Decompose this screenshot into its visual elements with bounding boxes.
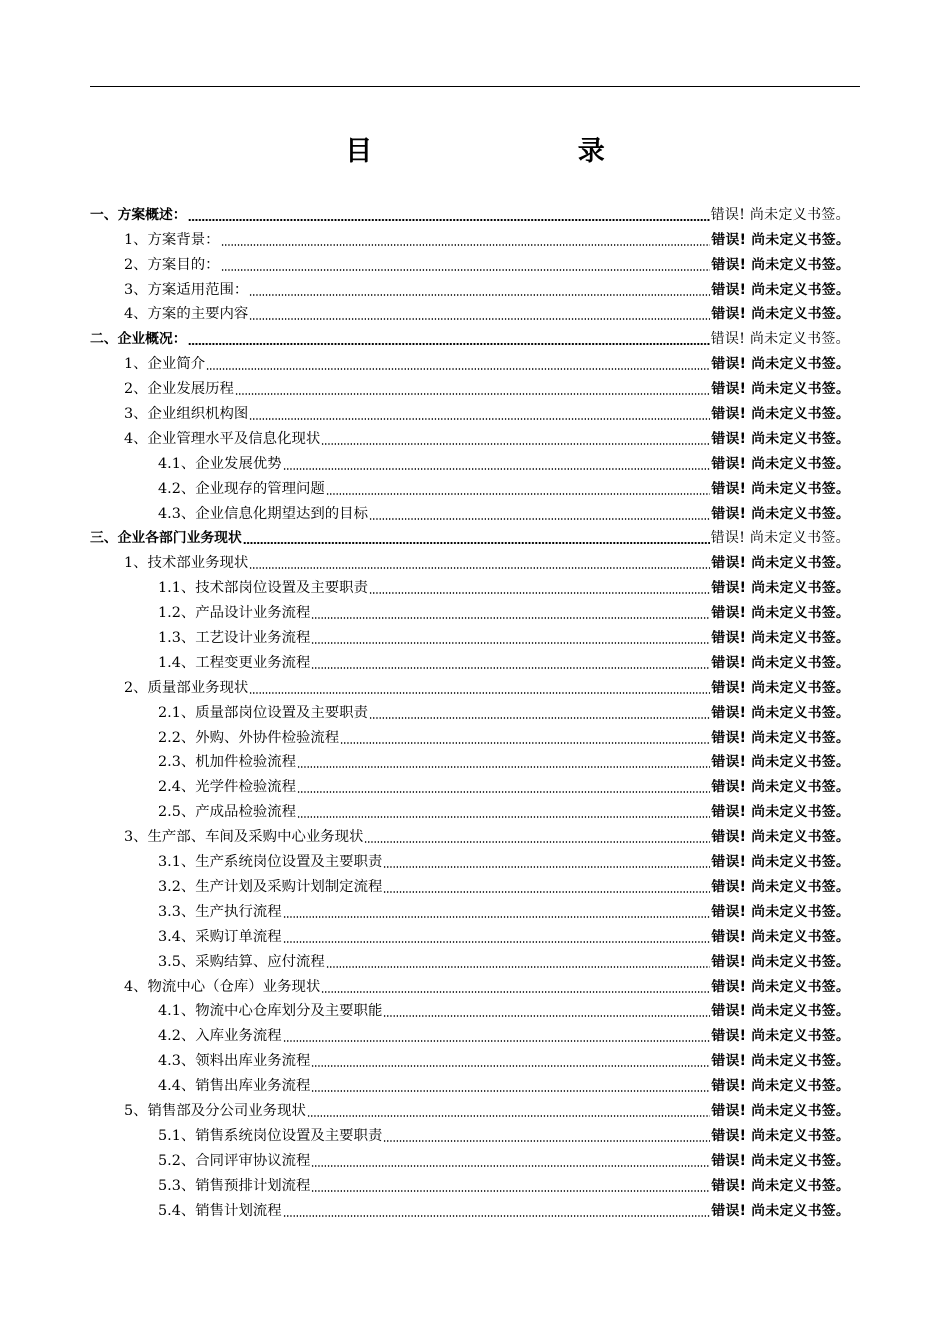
toc-entry[interactable] — [90, 772, 850, 797]
toc-entry[interactable] — [90, 997, 850, 1022]
toc-entry[interactable] — [90, 748, 850, 773]
toc-entry-text: 1.3、工艺设计业务流程 — [158, 630, 311, 647]
dot-leader — [369, 518, 710, 520]
toc-entry[interactable] — [90, 399, 850, 424]
toc-entry[interactable] — [90, 474, 850, 499]
toc-page-ref: 错误! 尚未定义书签。 — [710, 206, 850, 223]
toc-entry-text: 2.3、机加件检验流程 — [158, 754, 297, 771]
toc-entry[interactable] — [90, 723, 850, 748]
table-of-contents — [90, 200, 850, 1221]
toc-entry[interactable] — [90, 1121, 850, 1146]
toc-entry-text: 3.4、采购订单流程 — [158, 928, 282, 945]
toc-entry[interactable] — [90, 872, 850, 897]
toc-entry-text: 4、物流中心（仓库）业务现状 — [124, 978, 321, 995]
toc-page-ref: 错误! 尚未定义书签。 — [711, 654, 850, 671]
toc-entry[interactable] — [90, 673, 850, 698]
toc-page-ref: 错误! 尚未定义书签。 — [711, 381, 850, 398]
toc-page-ref: 错误! 尚未定义书签。 — [711, 729, 850, 746]
toc-page-ref: 错误! 尚未定义书签。 — [711, 555, 850, 572]
dot-leader — [383, 866, 710, 868]
toc-entry-text: 5、销售部及分公司业务现状 — [124, 1102, 306, 1119]
toc-entry[interactable] — [90, 524, 850, 549]
toc-entry[interactable] — [90, 548, 850, 573]
toc-entry[interactable] — [90, 648, 850, 673]
dot-leader — [383, 1140, 710, 1142]
toc-page-ref: 错误! 尚未定义书签。 — [711, 754, 850, 771]
dot-leader — [283, 468, 711, 470]
toc-page-ref: 错误! 尚未定义书签。 — [711, 804, 850, 821]
dot-leader — [340, 742, 710, 744]
toc-page-ref: 错误! 尚未定义书签。 — [711, 455, 850, 472]
toc-page-ref: 错误! 尚未定义书签。 — [711, 1152, 850, 1169]
toc-entry[interactable] — [90, 573, 850, 598]
toc-entry[interactable] — [90, 349, 850, 374]
toc-entry[interactable] — [90, 1096, 850, 1121]
toc-entry[interactable] — [90, 797, 850, 822]
toc-page-ref: 错误! 尚未定义书签。 — [711, 1053, 850, 1070]
toc-entry-text: 4.4、销售出库业务流程 — [158, 1078, 311, 1095]
dot-leader — [297, 816, 710, 818]
dot-leader — [188, 343, 710, 345]
toc-entry[interactable] — [90, 822, 850, 847]
toc-entry-text: 5.4、销售计划流程 — [158, 1202, 282, 1219]
toc-entry-text: 二、企业概况： — [90, 331, 187, 348]
dot-leader — [249, 418, 710, 420]
toc-entry-text: 2、方案目的： — [124, 256, 220, 273]
toc-entry[interactable] — [90, 1021, 850, 1046]
toc-page-ref: 错误! 尚未定义书签。 — [711, 1028, 850, 1045]
toc-page-ref: 错误! 尚未定义书签。 — [711, 281, 850, 298]
toc-page-ref: 错误! 尚未定义书签。 — [711, 903, 850, 920]
toc-entry[interactable] — [90, 698, 850, 723]
dot-leader — [283, 1215, 711, 1217]
toc-page-ref: 错误! 尚未定义书签。 — [711, 928, 850, 945]
toc-page-ref: 错误! 尚未定义书签。 — [711, 480, 850, 497]
toc-entry-text: 4、企业管理水平及信息化现状 — [124, 430, 321, 447]
toc-entry[interactable] — [90, 847, 850, 872]
dot-leader — [188, 219, 710, 221]
toc-entry[interactable] — [90, 324, 850, 349]
toc-entry-text: 1.4、工程变更业务流程 — [158, 654, 311, 671]
toc-entry[interactable] — [90, 1071, 850, 1096]
toc-page-ref: 错误! 尚未定义书签。 — [711, 854, 850, 871]
toc-entry[interactable] — [90, 275, 850, 300]
toc-page-ref: 错误! 尚未定义书签。 — [711, 256, 850, 273]
toc-entry[interactable] — [90, 424, 850, 449]
toc-entry-text: 5.2、合同评审协议流程 — [158, 1152, 311, 1169]
dot-leader — [369, 592, 710, 594]
toc-page-ref: 错误! 尚未定义书签。 — [711, 1127, 850, 1144]
toc-entry-text: 5.3、销售预排计划流程 — [158, 1177, 311, 1194]
dot-leader — [364, 841, 710, 843]
toc-page-ref: 错误! 尚未定义书签。 — [711, 306, 850, 323]
toc-entry[interactable] — [90, 1146, 850, 1171]
toc-entry[interactable] — [90, 250, 850, 275]
dot-leader — [249, 318, 710, 320]
dot-leader — [311, 1065, 710, 1067]
toc-entry[interactable] — [90, 972, 850, 997]
toc-entry[interactable] — [90, 1046, 850, 1071]
dot-leader — [243, 542, 710, 544]
toc-page-ref: 错误! 尚未定义书签。 — [711, 580, 850, 597]
toc-page-ref: 错误! 尚未定义书签。 — [711, 1177, 850, 1194]
header-rule — [90, 86, 860, 87]
toc-entry[interactable] — [90, 449, 850, 474]
toc-entry[interactable] — [90, 598, 850, 623]
dot-leader — [221, 269, 711, 271]
toc-entry-text: 4、方案的主要内容 — [124, 306, 249, 323]
toc-entry[interactable] — [90, 947, 850, 972]
toc-entry-text: 2.1、质量部岗位设置及主要职责 — [158, 704, 368, 721]
toc-entry-text: 5.1、销售系统岗位设置及主要职责 — [158, 1127, 383, 1144]
toc-entry-text: 3、方案适用范围： — [124, 281, 249, 298]
toc-entry-text: 2、质量部业务现状 — [124, 679, 249, 696]
toc-page-ref: 错误! 尚未定义书签。 — [711, 356, 850, 373]
toc-page-ref: 错误! 尚未定义书签。 — [711, 1078, 850, 1095]
toc-entry[interactable] — [90, 1171, 850, 1196]
toc-entry[interactable] — [90, 374, 850, 399]
toc-entry-text: 4.1、企业发展优势 — [158, 455, 282, 472]
toc-entry-text: 1、方案背景： — [124, 231, 220, 248]
toc-page-ref: 错误! 尚未定义书签。 — [711, 953, 850, 970]
dot-leader — [221, 244, 711, 246]
dot-leader — [249, 567, 710, 569]
toc-entry-text: 2.4、光学件检验流程 — [158, 779, 297, 796]
dot-leader — [369, 717, 710, 719]
toc-page-ref: 错误! 尚未定义书签。 — [711, 1003, 850, 1020]
dot-leader — [321, 443, 710, 445]
toc-entry-text: 3、企业组织机构图 — [124, 406, 249, 423]
dot-leader — [307, 1115, 711, 1117]
dot-leader — [311, 642, 710, 644]
toc-page-ref: 错误! 尚未定义书签。 — [711, 679, 850, 696]
toc-page-ref: 错误! 尚未定义书签。 — [710, 530, 850, 547]
toc-entry-text: 一、方案概述： — [90, 206, 187, 223]
toc-entry[interactable] — [90, 897, 850, 922]
dot-leader — [311, 617, 710, 619]
dot-leader — [283, 941, 711, 943]
dot-leader — [283, 1040, 711, 1042]
toc-entry[interactable] — [90, 300, 850, 325]
dot-leader — [326, 493, 711, 495]
toc-page-ref: 错误! 尚未定义书签。 — [711, 704, 850, 721]
toc-entry[interactable] — [90, 499, 850, 524]
dot-leader — [206, 368, 710, 370]
toc-page-ref: 错误! 尚未定义书签。 — [711, 1102, 850, 1119]
toc-page-ref: 错误! 尚未定义书签。 — [711, 1202, 850, 1219]
dot-leader — [311, 1090, 710, 1092]
dot-leader — [311, 1190, 710, 1192]
dot-leader — [249, 692, 710, 694]
toc-entry-text: 3.5、采购结算、应付流程 — [158, 953, 325, 970]
toc-page-ref: 错误! 尚未定义书签。 — [711, 430, 850, 447]
dot-leader — [249, 294, 710, 296]
dot-leader — [311, 667, 710, 669]
toc-entry-text: 3.3、生产执行流程 — [158, 903, 282, 920]
dot-leader — [283, 916, 711, 918]
toc-entry-text: 2.5、产成品检验流程 — [158, 804, 297, 821]
toc-entry-text: 3、生产部、车间及采购中心业务现状 — [124, 829, 364, 846]
dot-leader — [383, 891, 710, 893]
toc-page-ref: 错误! 尚未定义书签。 — [711, 978, 850, 995]
toc-page-ref: 错误! 尚未定义书签。 — [711, 406, 850, 423]
toc-page-ref: 错误! 尚未定义书签。 — [711, 605, 850, 622]
toc-page-ref: 错误! 尚未定义书签。 — [711, 505, 850, 522]
dot-leader — [311, 1165, 710, 1167]
toc-entry-text: 4.2、入库业务流程 — [158, 1028, 282, 1045]
toc-entry-text: 1、技术部业务现状 — [124, 555, 249, 572]
toc-page-ref: 错误! 尚未定义书签。 — [710, 331, 850, 348]
dot-leader — [326, 966, 711, 968]
toc-entry[interactable] — [90, 225, 850, 250]
toc-entry[interactable] — [90, 623, 850, 648]
dot-leader — [235, 393, 711, 395]
dot-leader — [297, 766, 710, 768]
toc-page-ref: 错误! 尚未定义书签。 — [711, 630, 850, 647]
toc-entry-text: 1.2、产品设计业务流程 — [158, 605, 311, 622]
toc-entry-text: 2.2、外购、外协件检验流程 — [158, 729, 340, 746]
toc-page-ref: 错误! 尚未定义书签。 — [711, 231, 850, 248]
dot-leader — [383, 1015, 710, 1017]
toc-entry-text: 4.1、物流中心仓库划分及主要职能 — [158, 1003, 383, 1020]
toc-entry[interactable] — [90, 200, 850, 225]
toc-entry-text: 3.2、生产计划及采购计划制定流程 — [158, 878, 383, 895]
toc-entry-text: 1、企业简介 — [124, 356, 206, 373]
toc-entry-text: 三、企业各部门业务现状 — [90, 530, 242, 547]
toc-entry-text: 1.1、技术部岗位设置及主要职责 — [158, 580, 368, 597]
toc-title: 目 录 — [345, 136, 703, 167]
toc-entry-text: 3.1、生产系统岗位设置及主要职责 — [158, 854, 383, 871]
toc-entry-text: 4.3、企业信息化期望达到的目标 — [158, 505, 368, 522]
toc-entry-text: 4.2、企业现存的管理问题 — [158, 480, 325, 497]
toc-page-ref: 错误! 尚未定义书签。 — [711, 878, 850, 895]
toc-entry-text: 2、企业发展历程 — [124, 381, 234, 398]
toc-page-ref: 错误! 尚未定义书签。 — [711, 829, 850, 846]
toc-entry-text: 4.3、领料出库业务流程 — [158, 1053, 311, 1070]
dot-leader — [321, 991, 710, 993]
dot-leader — [297, 791, 710, 793]
toc-entry[interactable] — [90, 922, 850, 947]
toc-entry[interactable] — [90, 1196, 850, 1221]
toc-page-ref: 错误! 尚未定义书签。 — [711, 779, 850, 796]
